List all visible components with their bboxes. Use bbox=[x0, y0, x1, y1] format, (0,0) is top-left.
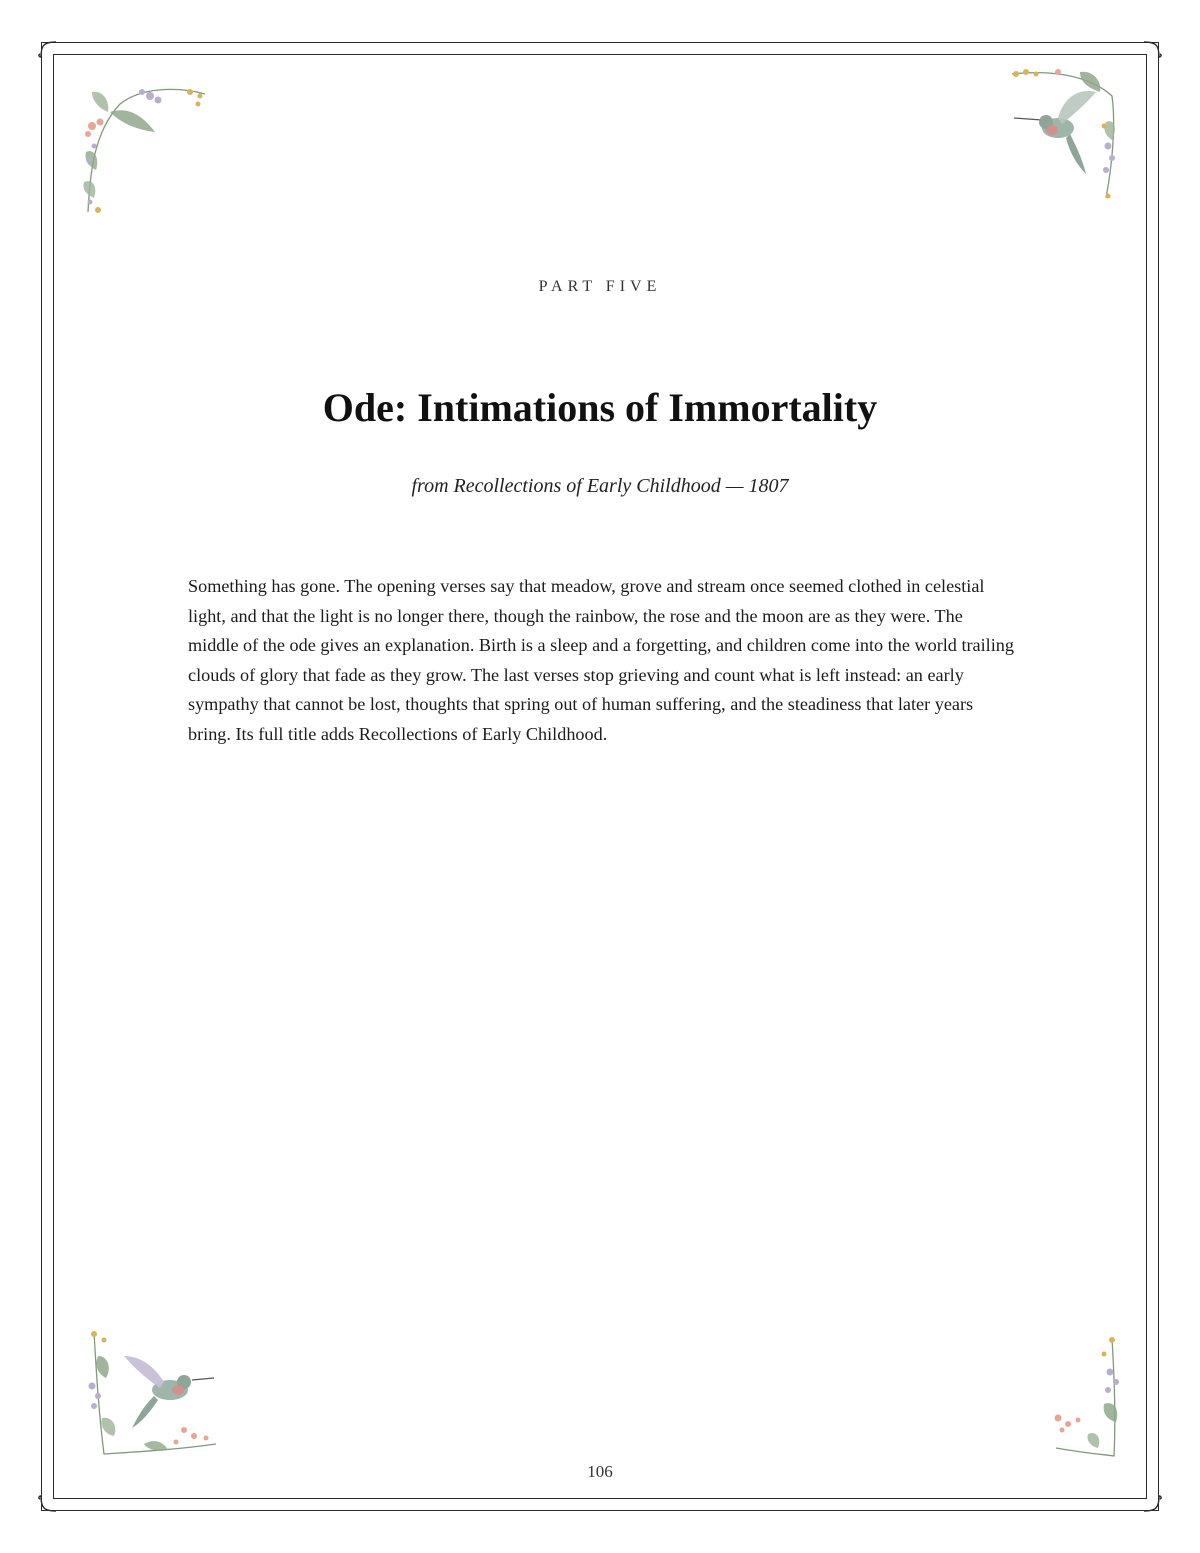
corner-curl-icon bbox=[36, 1490, 62, 1516]
page-title: Ode: Intimations of Immortality bbox=[322, 385, 878, 430]
corner-curl-icon bbox=[36, 37, 62, 63]
body-paragraph: Something has gone. The opening verses say that meadow, grove and stream once seemed clothed in celestial light, and that the light is no longer there, though the rainbow, the rose and the moon are as they were. The middle of the ode gives an explanation. Birth is a sleep and a forgetting, and children come into the world trailing clouds of glory that fade as they grow. The last verses stop grieving and count what is left instead: an early sympathy that cannot be lost, thoughts that spring out of human suffering, and the steadiness that later years bring. Its full title adds Recollections of Early Childhood. bbox=[188, 576, 1014, 744]
inner-border bbox=[53, 54, 1147, 1499]
part-label: PART FIVE bbox=[538, 278, 662, 295]
corner-curl-icon bbox=[1138, 37, 1164, 63]
floral-sprig-icon bbox=[1048, 1334, 1124, 1460]
floral-sprig-icon bbox=[80, 82, 215, 222]
hummingbird-floral-icon bbox=[1008, 66, 1120, 202]
page-subtitle: from Recollections of Early Childhood — 1807 bbox=[411, 475, 789, 497]
corner-curl-icon bbox=[1138, 1490, 1164, 1516]
page-number: 106 bbox=[587, 1462, 613, 1481]
hummingbird-floral-icon bbox=[84, 1326, 220, 1458]
